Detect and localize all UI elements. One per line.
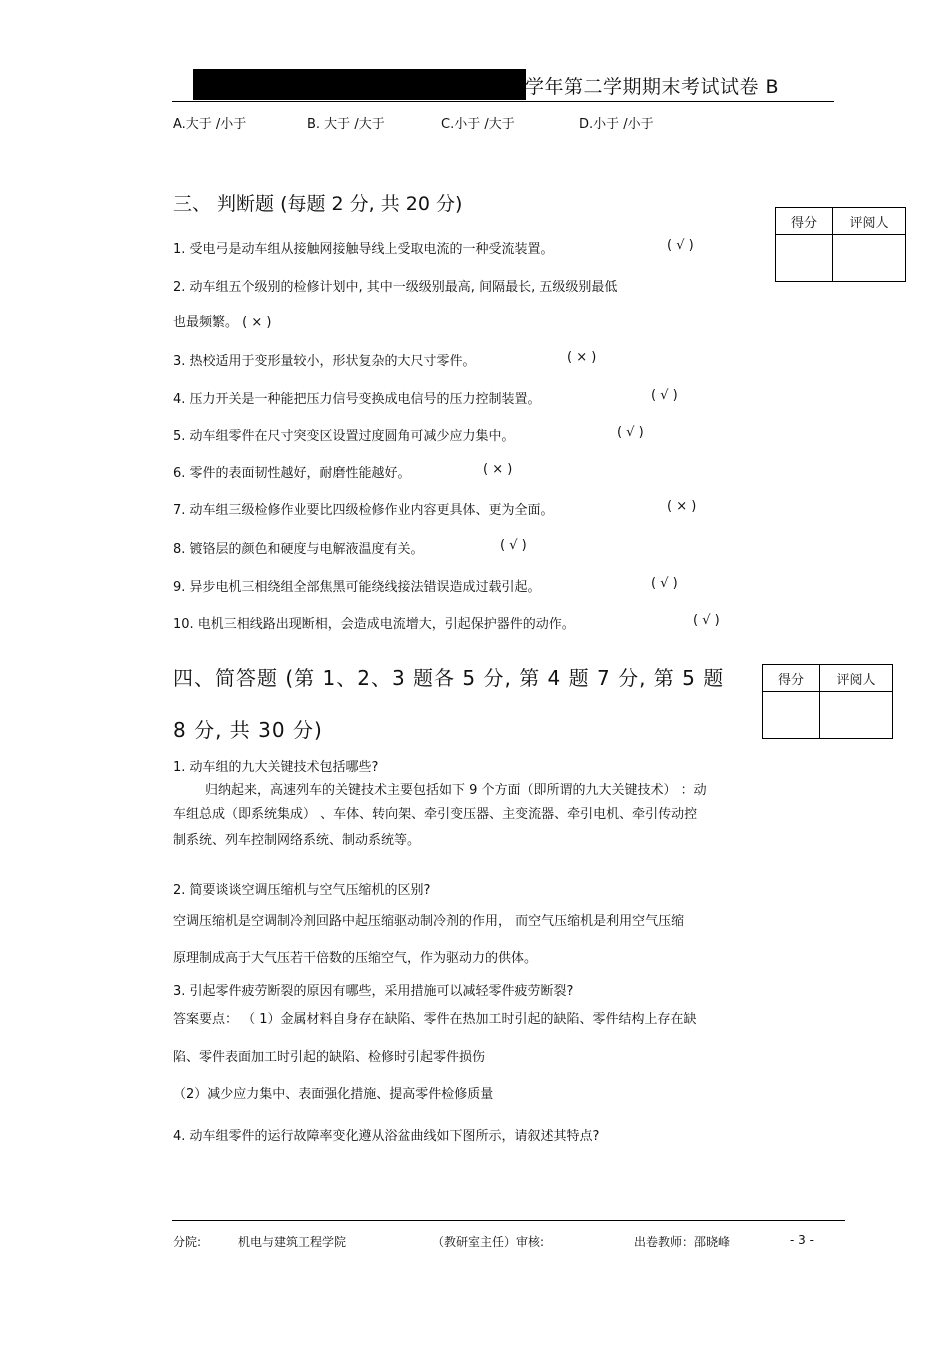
short-question-3: 3. 引起零件疲劳断裂的原因有哪些，采用措施可以减轻零件疲劳断裂? (173, 984, 574, 999)
judge-question-2: 2. 动车组五个级别的检修计划中, 其中一级级别最高, 间隔最长, 五级级别最低 (173, 280, 618, 295)
footer-rule (172, 1220, 845, 1221)
section4-score-box (762, 664, 893, 739)
footer-dept-value: 机电与建筑工程学院 (238, 1235, 347, 1249)
judge-question-9: 9. 异步电机三相绕组全部焦黑可能绕线接法错误造成过载引起。 (173, 580, 541, 595)
score-label: 得分 (763, 665, 820, 692)
judge-question-7: 7. 动车组三级检修作业要比四级检修作业内容更具体、更为全面。 (173, 503, 554, 518)
short-answer-3-line3: （2）减少应力集中、表面强化措施、提高零件检修质量 (173, 1087, 494, 1102)
judge-answer-5: ( √ ) (617, 425, 644, 440)
short-answer-2-line2: 原理制成高于大气压若干倍数的压缩空气，作为驱动力的供体。 (173, 951, 538, 966)
short-answer-3-line1: 答案要点： （ 1）金属材料自身存在缺陷、零件在热加工时引起的缺陷、零件结构上存在缺 (173, 1012, 697, 1027)
section4-title-line2: 8 分, 共 30 分) (173, 718, 323, 742)
option-a: A.大于 /小于 (173, 117, 247, 132)
section4-title-line1: 四、简答题 (第 1、2、3 题各 5 分, 第 4 题 7 分, 第 5 题 (173, 666, 725, 690)
judge-answer-4: ( √ ) (651, 388, 678, 403)
reviewer-cell (820, 692, 893, 739)
reviewer-label: 评阅人 (820, 665, 893, 692)
short-question-1: 1. 动车组的九大关键技术包括哪些? (173, 760, 379, 775)
footer-dept-label: 分院: (173, 1235, 202, 1249)
section3-title: 三、 判断题 (每题 2 分, 共 20 分) (173, 193, 463, 215)
judge-question-10: 10. 电机三相线路出现断相，会造成电流增大，引起保护器件的动作。 (173, 617, 575, 632)
footer-review-label: （教研室主任）审核: (432, 1235, 545, 1249)
header-rule (172, 101, 834, 102)
judge-question-1: 1. 受电弓是动车组从接触网接触导线上受取电流的一种受流装置。 (173, 242, 554, 257)
short-answer-3-line2: 陷、零件表面加工时引起的缺陷、检修时引起零件损伤 (173, 1050, 486, 1065)
judge-answer-9: ( √ ) (651, 576, 678, 591)
judge-answer-1: ( √ ) (667, 238, 694, 253)
footer-teacher: 出卷教师：邵晓峰 (634, 1235, 731, 1249)
short-answer-2-line1: 空调压缩机是空调制冷剂回路中起压缩驱动制冷剂的作用， 而空气压缩机是利用空气压缩 (173, 914, 685, 929)
judge-question-6: 6. 零件的表面韧性越好，耐磨性能越好。 (173, 466, 411, 481)
judge-answer-7: ( × ) (667, 499, 697, 514)
reviewer-cell (833, 235, 906, 282)
page-number: - 3 - (790, 1233, 814, 1247)
short-answer-1-line3: 制系统、列车控制网络系统、制动系统等。 (173, 833, 421, 848)
judge-question-2-cont: 也最频繁。 ( × ) (173, 315, 272, 330)
judge-answer-3: ( × ) (567, 350, 597, 365)
score-label: 得分 (776, 208, 833, 235)
short-answer-1-line2: 车组总成（即系统集成） 、车体、转向架、牵引变压器、主变流器、牵引电机、牵引传动控 (173, 807, 698, 822)
score-cell (776, 235, 833, 282)
judge-question-3: 3. 热校适用于变形量较小，形状复杂的大尺寸零件。 (173, 354, 476, 369)
option-c: C.小于 /大于 (441, 117, 515, 132)
judge-answer-6: ( × ) (483, 462, 513, 477)
short-question-2: 2. 简要谈谈空调压缩机与空气压缩机的区别? (173, 883, 431, 898)
reviewer-label: 评阅人 (833, 208, 906, 235)
judge-question-8: 8. 镀铬层的颜色和硬度与电解液温度有关。 (173, 542, 424, 557)
judge-answer-10: ( √ ) (693, 613, 720, 628)
judge-question-5: 5. 动车组零件在尺寸突变区设置过度圆角可减少应力集中。 (173, 429, 515, 444)
section3-score-box (775, 207, 906, 282)
redacted-header-block (193, 69, 526, 100)
option-b: B. 大于 /大于 (307, 117, 385, 132)
short-answer-1-line1: 归纳起来，高速列车的关键技术主要包括如下 9 个方面（即所谓的九大关键技术） ：动 (205, 783, 707, 798)
score-cell (763, 692, 820, 739)
short-question-4: 4. 动车组零件的运行故障率变化遵从浴盆曲线如下图所示，请叙述其特点? (173, 1129, 600, 1144)
judge-answer-8: ( √ ) (500, 538, 527, 553)
exam-title: 学年第二学期期末考试试卷 B (525, 76, 780, 98)
option-d: D.小于 /小于 (579, 117, 654, 132)
judge-question-4: 4. 压力开关是一种能把压力信号变换成电信号的压力控制装置。 (173, 392, 541, 407)
